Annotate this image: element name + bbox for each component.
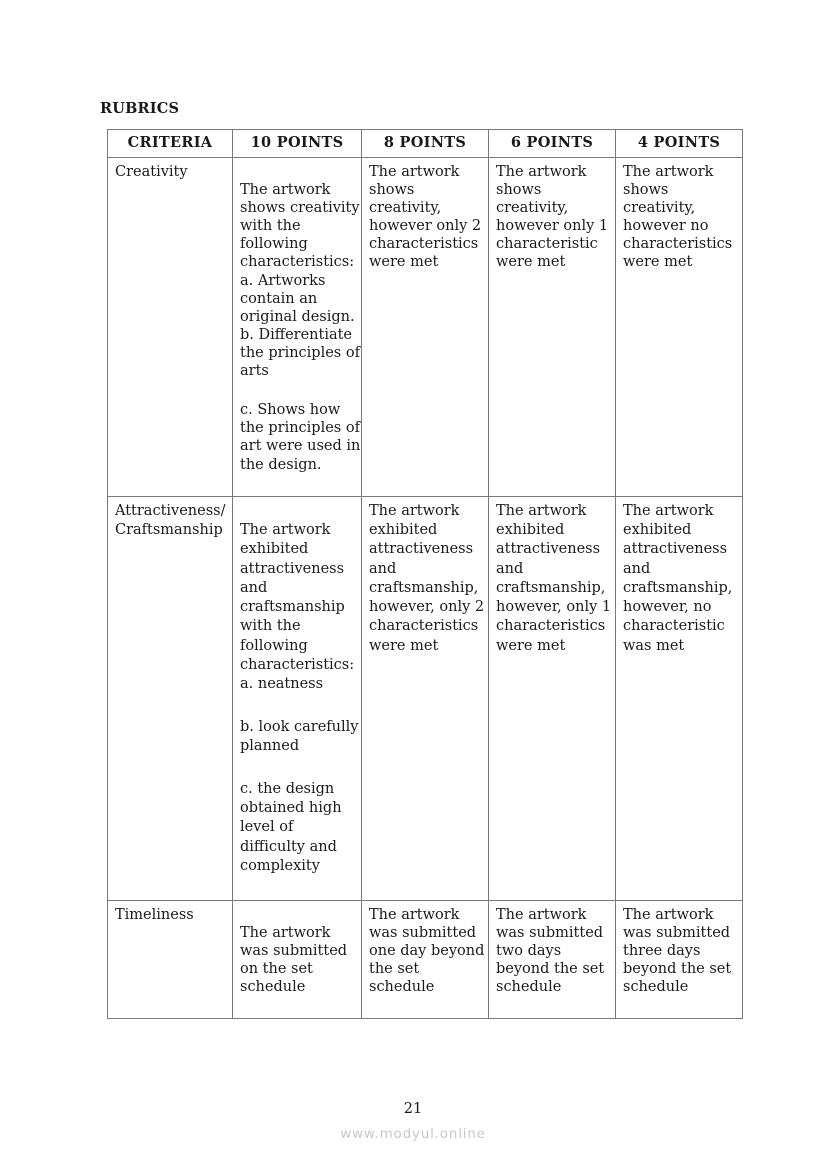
column-header-4-points: 4 POINTS	[616, 130, 743, 158]
cell-paragraph: c. the design obtained high level of difficulty and complexity	[240, 780, 342, 875]
points-6-cell: The artwork exhibited attractiveness and craftsmanship, however, only 1 characteristics were met	[489, 496, 616, 900]
cell-paragraph: c. Shows how the principles of art were used in the design.	[240, 402, 361, 473]
column-header-8-points: 8 POINTS	[362, 130, 489, 158]
points-4-cell: The artwork exhibited attractiveness and craftsmanship, however, no characteristic was met	[616, 496, 743, 900]
points-6-cell: The artwork was submitted two days beyond the set schedule	[489, 900, 616, 1019]
points-6-cell: The artwork shows creativity, however only 1 characteristic were met	[489, 158, 616, 497]
watermark: www.modyul.online	[340, 1126, 486, 1142]
criteria-cell: Attractiveness/ Craftsmanship	[108, 496, 233, 900]
points-8-cell: The artwork exhibited attractiveness and craftsmanship, however, only 2 characteristics were met	[362, 496, 489, 900]
cell-paragraph: The artwork was submitted on the set schedule	[240, 924, 348, 995]
table-header-row	[108, 130, 743, 158]
points-10-cell	[233, 496, 362, 900]
cell-paragraph: b. look carefully planned	[240, 718, 359, 755]
criteria-cell: Creativity	[108, 158, 233, 497]
cell-paragraph: The artwork shows creativity with the following characteristics: a. Artworks contain an original design. b. Differentiate the principles of arts	[240, 182, 360, 380]
page-number: 21	[403, 1101, 423, 1117]
table-row-creativity	[108, 158, 743, 497]
rubric-table	[107, 129, 743, 1019]
column-header-criteria: CRITERIA	[108, 130, 233, 158]
points-4-cell: The artwork shows creativity, however no characteristics were met	[616, 158, 743, 497]
points-10-cell	[233, 900, 362, 1019]
page-heading: RUBRICS	[100, 100, 180, 117]
points-10-cell	[233, 158, 362, 497]
points-8-cell: The artwork was submitted one day beyond the set schedule	[362, 900, 489, 1019]
column-header-10-points: 10 POINTS	[233, 130, 362, 158]
criteria-cell: Timeliness	[108, 900, 233, 1019]
column-header-6-points: 6 POINTS	[489, 130, 616, 158]
cell-paragraph: The artwork exhibited attractiveness and craftsmanship with the following characteristics: a. neatness	[240, 521, 355, 693]
points-4-cell: The artwork was submitted three days beyond the set schedule	[616, 900, 743, 1019]
points-8-cell: The artwork shows creativity, however only 2 characteristics were met	[362, 158, 489, 497]
table-row-attractiveness	[108, 496, 743, 900]
table-row-timeliness	[108, 900, 743, 1019]
